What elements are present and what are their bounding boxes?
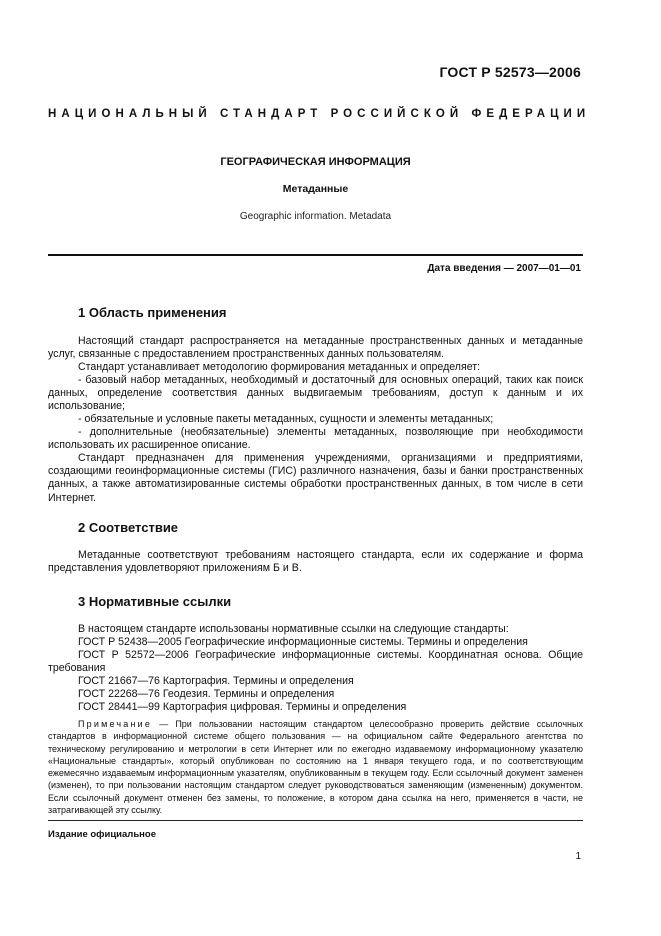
- section-2-heading: 2 Соответствие: [78, 520, 179, 535]
- note-label: Примечание: [78, 719, 153, 729]
- reference-text: ГОСТ 21667—76 Картография. Термины и определения: [78, 675, 354, 687]
- note-text: — При пользовании настоящим стандартом целесообразно проверить действие ссылочных стандартов в информационной системе общего пользования — на официальном сайте Федерального агентства по техническому регулированию и метрологии в сети Интернет или по ежегодно издаваемому информационному указателю «Национальные стандарты», который опубликован по состоянию на 1 января текущего года, и по соответствующим ежемесячно издаваемым информационным указателям, опубликованным в текущем году. Если ссылочный документ заменен (изменен), то при пользовании настоящим стандартом следует руководствоваться заменяющим (измененным) документом. Если ссылочный документ отменен без замены, то положение, в котором дана ссылка на него, применяется в части, не затрагивающей эту ссылку.: [48, 719, 583, 816]
- section-3-intro: [48, 623, 583, 636]
- english-title: Geographic information. Metadata: [239, 211, 392, 222]
- reference-item: [48, 688, 583, 701]
- list-item: [48, 374, 583, 414]
- section-1-item-2: - обязательные и условные пакеты метаданных, сущности и элементы метаданных;: [78, 413, 494, 425]
- document-title: ГЕОГРАФИЧЕСКАЯ ИНФОРМАЦИЯ: [220, 156, 411, 168]
- section-1-heading: 1 Область применения: [78, 305, 227, 320]
- note-block: [48, 718, 583, 816]
- section-3-heading: 3 Нормативные ссылки: [78, 594, 232, 609]
- national-standard-banner: НАЦИОНАЛЬНЫЙ СТАНДАРТ РОССИЙСКОЙ ФЕДЕРАЦИИ: [48, 108, 591, 120]
- section-1-p2: Стандарт устанавливает методологию формирования метаданных и определяет:: [78, 361, 481, 373]
- reference-text: ГОСТ 28441—99 Картография цифровая. Термины и определения: [78, 701, 407, 713]
- section-1-p3: Стандарт предназначен для применения учреждениями, организациями и предприятиями, создающими геоинформационные системы (ГИС) различного назначения, базы и банки пространственных данных, а также автоматизированные системы обработки пространственных данных, в том числе в сети Интернет.: [48, 452, 583, 504]
- document-number: ГОСТ Р 52573—2006: [439, 64, 581, 80]
- list-item: [48, 426, 583, 452]
- introduction-date: Дата введения — 2007—01—01: [427, 263, 581, 274]
- section-1-paragraph: [48, 361, 583, 374]
- document-subtitle: Метаданные: [282, 183, 349, 195]
- reference-item: [48, 636, 583, 649]
- reference-item: [48, 649, 583, 675]
- reference-item: [48, 701, 583, 714]
- reference-item: [48, 675, 583, 688]
- reference-text: ГОСТ Р 52438—2005 Географические информационные системы. Термины и определения: [78, 636, 528, 648]
- footer-divider: [48, 820, 583, 821]
- page-number: 1: [575, 851, 581, 862]
- list-item: [48, 413, 583, 426]
- section-1-p1: Настоящий стандарт распространяется на метаданные пространственных данных и метаданные услуг, связанные с предоставлением пространственных данных пользователям.: [48, 335, 583, 361]
- section-1-paragraph: [48, 335, 583, 361]
- edition-label: Издание официальное: [48, 829, 156, 840]
- section-2-p1: Метаданные соответствуют требованиям настоящего стандарта, если их содержание и форма представления удовлетворяют приложениям Б и В.: [48, 549, 583, 575]
- section-1-item-1: - базовый набор метаданных, необходимый и достаточный для основных операций, таких как поиск данных, определение соответствия данных выдвигаемым требованиям, доступ к данным и их использование;: [48, 374, 583, 413]
- section-2-paragraph: [48, 549, 583, 575]
- section-3-intro-text: В настоящем стандарте использованы нормативные ссылки на следующие стандарты:: [78, 623, 509, 635]
- header-divider: [48, 254, 583, 256]
- section-1-paragraph: [48, 452, 583, 505]
- reference-text: ГОСТ 22268—76 Геодезия. Термины и определения: [78, 688, 335, 700]
- section-1-item-3: - дополнительные (необязательные) элементы метаданных, позволяющие при необходимости использовать их расширенное описание.: [48, 426, 583, 452]
- reference-text: ГОСТ Р 52572—2006 Географические информационные системы. Координатная основа. Общие требования: [48, 649, 583, 675]
